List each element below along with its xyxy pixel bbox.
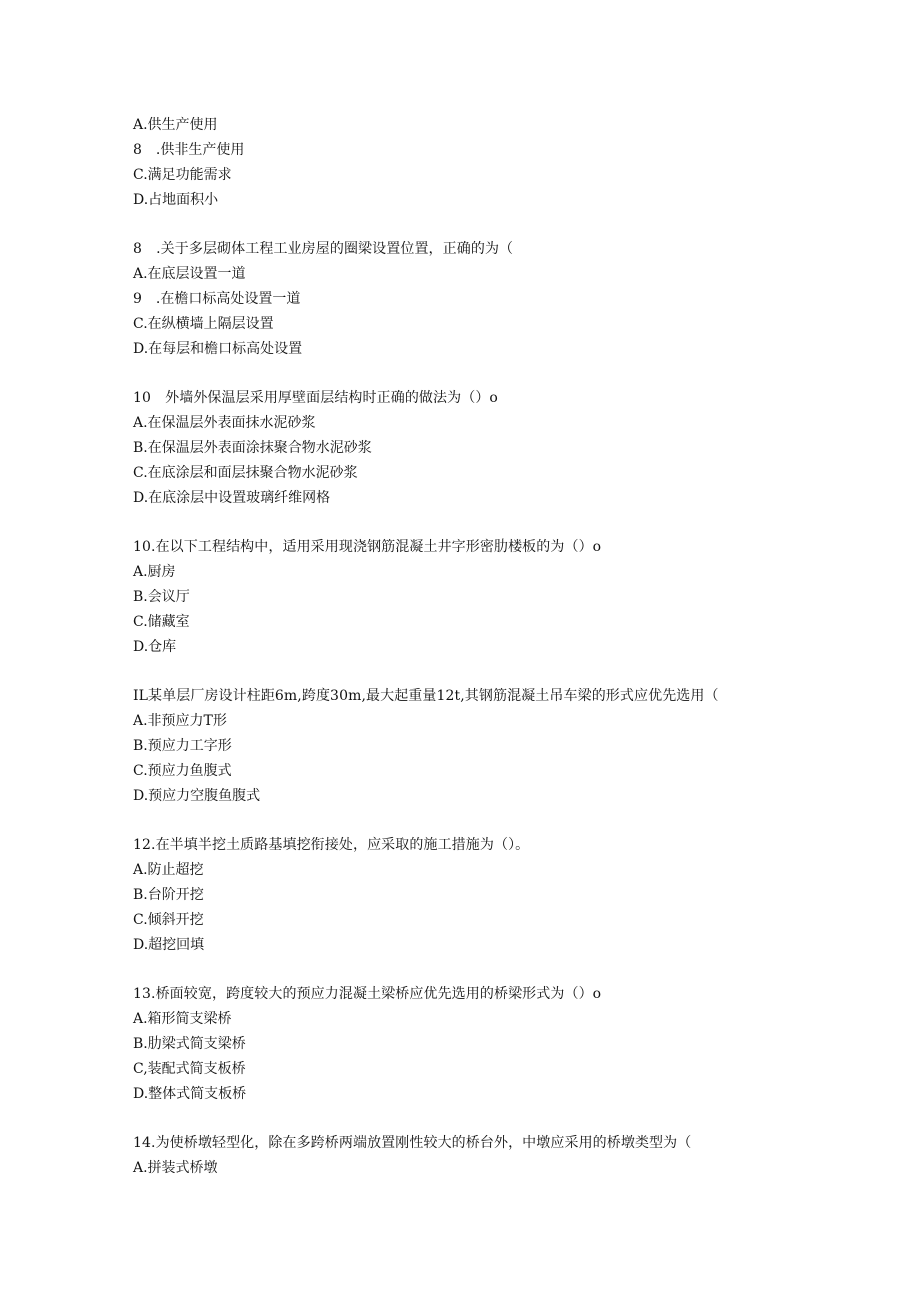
option-line: A.厨房 (133, 564, 176, 580)
option-line: D.在每层和檐口标高处设置 (133, 341, 303, 357)
question-block-1 (133, 113, 873, 213)
question-block-4 (133, 535, 873, 660)
option-line: C,装配式简支板桥 (133, 1061, 246, 1077)
document-page (133, 113, 873, 1205)
question-text: IL某单层厂房设计柱距6m,跨度30m,最大起重量12t,其钢筋混凝土吊车梁的形式应优先选用（ (133, 688, 719, 704)
option-line: 9 .在檐口标高处设置一道 (133, 291, 301, 307)
question-text: 8 .关于多层砌体工程工业房屋的圈梁设置位置，正确的为（ (133, 241, 514, 257)
question-text: 14.为使桥墩轻型化，除在多跨桥两端放置刚性较大的桥台外，中墩应采用的桥墩类型为（ (133, 1135, 692, 1151)
question-text: 10 外墙外保温层采用厚壁面层结构时正确的做法为（）o (133, 390, 498, 406)
option-line: C.倾斜开挖 (133, 912, 204, 928)
question-text: 13.桥面较宽，跨度较大的预应力混凝土梁桥应优先选用的桥梁形式为（）o (133, 986, 602, 1002)
option-line: C.满足功能需求 (133, 167, 232, 183)
question-text: 10.在以下工程结构中，适用采用现浇钢筋混凝土井字形密肋楼板的为（）o (133, 539, 602, 555)
question-text: 12.在半填半挖土质路基填挖衔接处，应采取的施工措施为（）。 (133, 837, 530, 853)
option-line: 8 .供非生产使用 (133, 142, 245, 158)
option-line: D.整体式简支板桥 (133, 1086, 247, 1102)
option-line: D.仓库 (133, 639, 177, 655)
question-block-8 (133, 1131, 873, 1181)
option-line: C.储藏室 (133, 614, 190, 630)
option-line: A.供生产使用 (133, 117, 218, 133)
option-line: B.台阶开挖 (133, 887, 204, 903)
question-block-6 (133, 833, 873, 958)
option-line: A.箱形简支梁桥 (133, 1011, 232, 1027)
option-line: D.在底涂层中设置玻璃纤维网格 (133, 490, 331, 506)
option-line: B.肋梁式简支梁桥 (133, 1036, 246, 1052)
question-block-5 (133, 684, 873, 809)
option-line: C.在底涂层和面层抹聚合物水泥砂浆 (133, 465, 358, 481)
option-line: D.占地面积小 (133, 192, 219, 208)
question-block-2 (133, 237, 873, 362)
option-line: A.在保温层外表面抹水泥砂浆 (133, 415, 316, 431)
option-line: D.超挖回填 (133, 937, 205, 953)
option-line: A.非预应力T形 (133, 713, 227, 729)
option-line: A.在底层设置一道 (133, 266, 246, 282)
option-line: B.会议厅 (133, 589, 190, 605)
question-block-7 (133, 982, 873, 1107)
option-line: B.预应力工字形 (133, 738, 232, 754)
question-block-3 (133, 386, 873, 511)
option-line: A.拼装式桥墩 (133, 1160, 218, 1176)
option-line: C.在纵横墙上隔层设置 (133, 316, 274, 332)
option-line: A.防止超挖 (133, 862, 204, 878)
option-line: B.在保温层外表面涂抹聚合物水泥砂浆 (133, 440, 372, 456)
option-line: C.预应力鱼腹式 (133, 763, 232, 779)
option-line: D.预应力空腹鱼腹式 (133, 788, 261, 804)
